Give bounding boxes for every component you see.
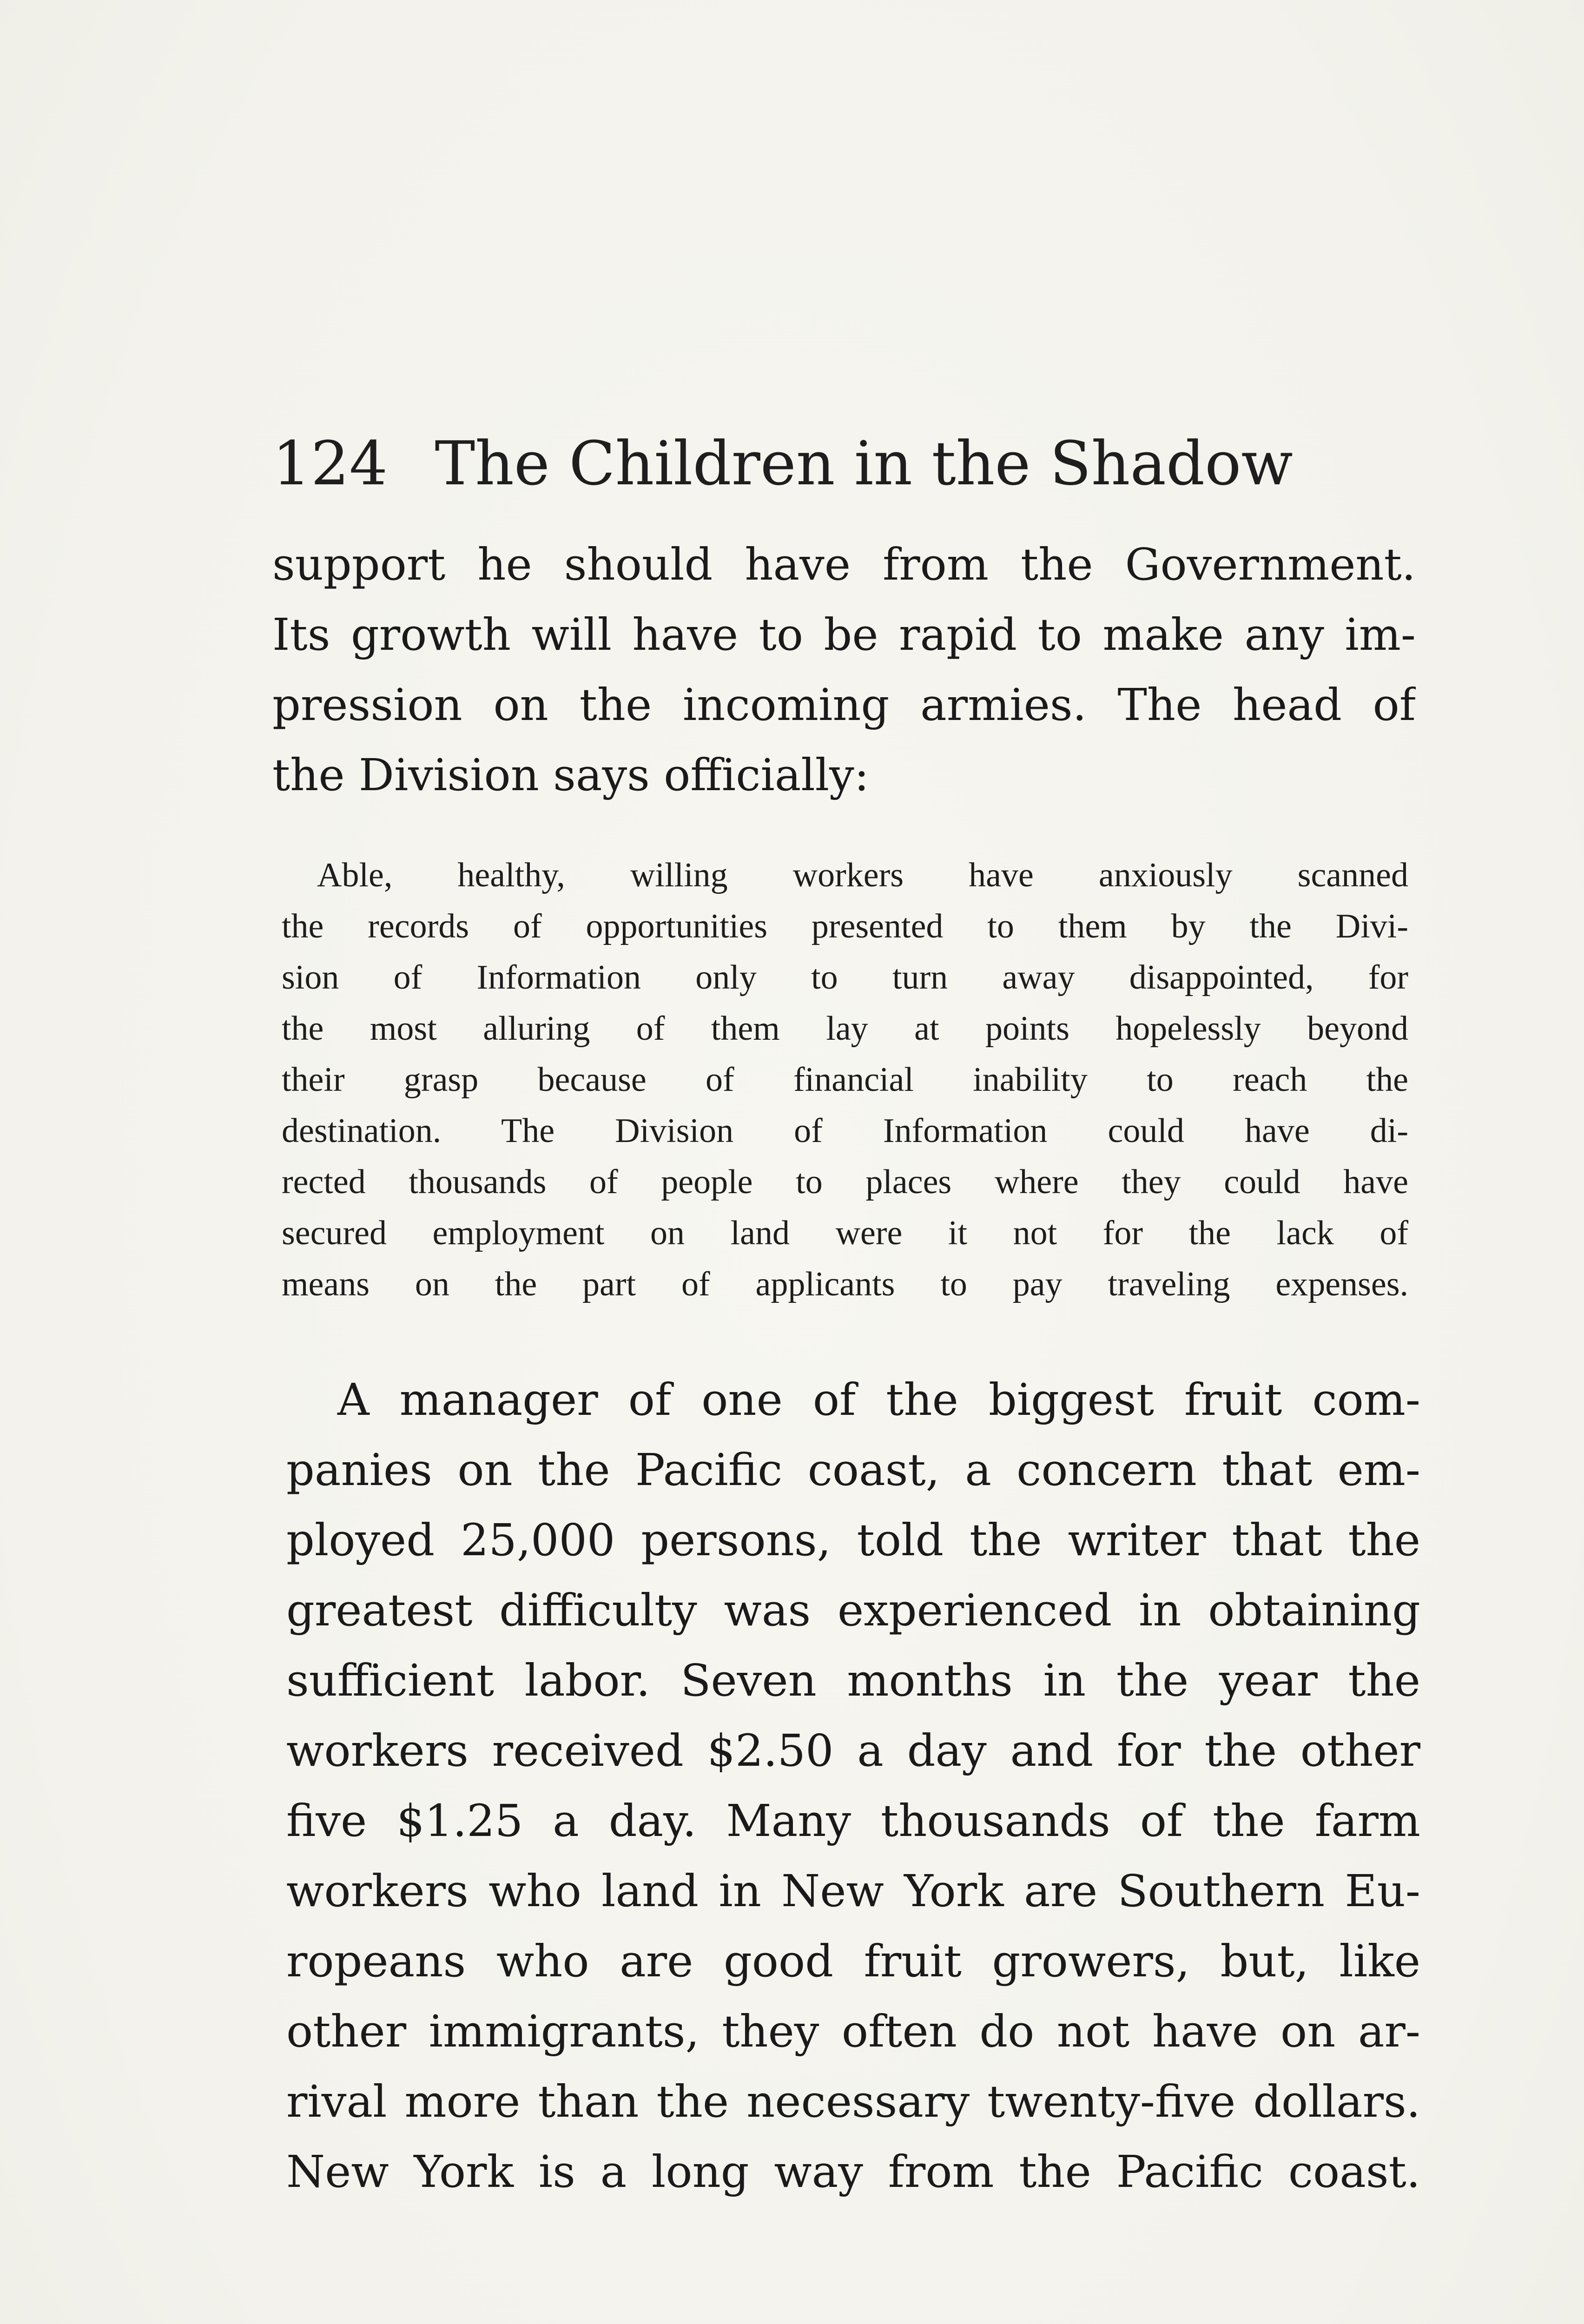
text-line: ropeans who are good fruit growers, but, like: [286, 1936, 1420, 1987]
text-line: Its growth will have to be rapid to make any im-: [272, 609, 1416, 660]
quote-line: secured employment on land were it not for the lack of: [282, 1214, 1408, 1252]
text-line: support he should have from the Government.: [272, 539, 1416, 590]
page-header: [272, 424, 1434, 503]
quote-line: Able, healthy, willing workers have anxiously scanned: [317, 856, 1408, 894]
block-quote: [282, 850, 1408, 1310]
quote-line: the records of opportunities presented to them by the Divi-: [282, 907, 1408, 945]
text-line: five $1.25 a day. Many thousands of the farm: [286, 1796, 1420, 1847]
quote-line: means on the part of applicants to pay traveling expenses.: [282, 1265, 1408, 1303]
text-line: other immigrants, they often do not have on ar-: [286, 2006, 1420, 2057]
quote-line: rected thousands of people to places where they could have: [282, 1163, 1408, 1201]
text-line: workers who land in New York are Southern Eu-: [286, 1866, 1420, 1917]
text-line: rival more than the necessary twenty-five dollars.: [286, 2076, 1420, 2127]
text-line: workers received $2.50 a day and for the other: [286, 1725, 1420, 1776]
text-line: sufficient labor. Seven months in the year the: [286, 1655, 1420, 1706]
page-number: 124: [272, 428, 388, 499]
text-line: panies on the Pacific coast, a concern that em-: [286, 1445, 1420, 1496]
paragraph-1: [272, 530, 1416, 811]
text-line: A manager of one of the biggest fruit com-: [337, 1374, 1420, 1426]
text-line: pression on the incoming armies. The head of: [272, 680, 1416, 731]
text-line: the Division says officially:: [272, 750, 869, 801]
quote-line: their grasp because of financial inability to reach the: [282, 1061, 1408, 1099]
text-line: New York is a long way from the Pacific coast.: [286, 2146, 1420, 2198]
text-line: ployed 25,000 persons, told the writer that the: [286, 1515, 1420, 1566]
quote-line: the most alluring of them lay at points hopelessly beyond: [282, 1010, 1408, 1048]
quote-line: destination. The Division of Information could have di-: [282, 1112, 1408, 1150]
running-title: The Children in the Shadow: [435, 428, 1293, 499]
text-line: greatest difficulty was experienced in obtaining: [286, 1585, 1420, 1636]
quote-line: sion of Information only to turn away disappointed, for: [282, 958, 1408, 997]
paragraph-2: [286, 1365, 1420, 2207]
